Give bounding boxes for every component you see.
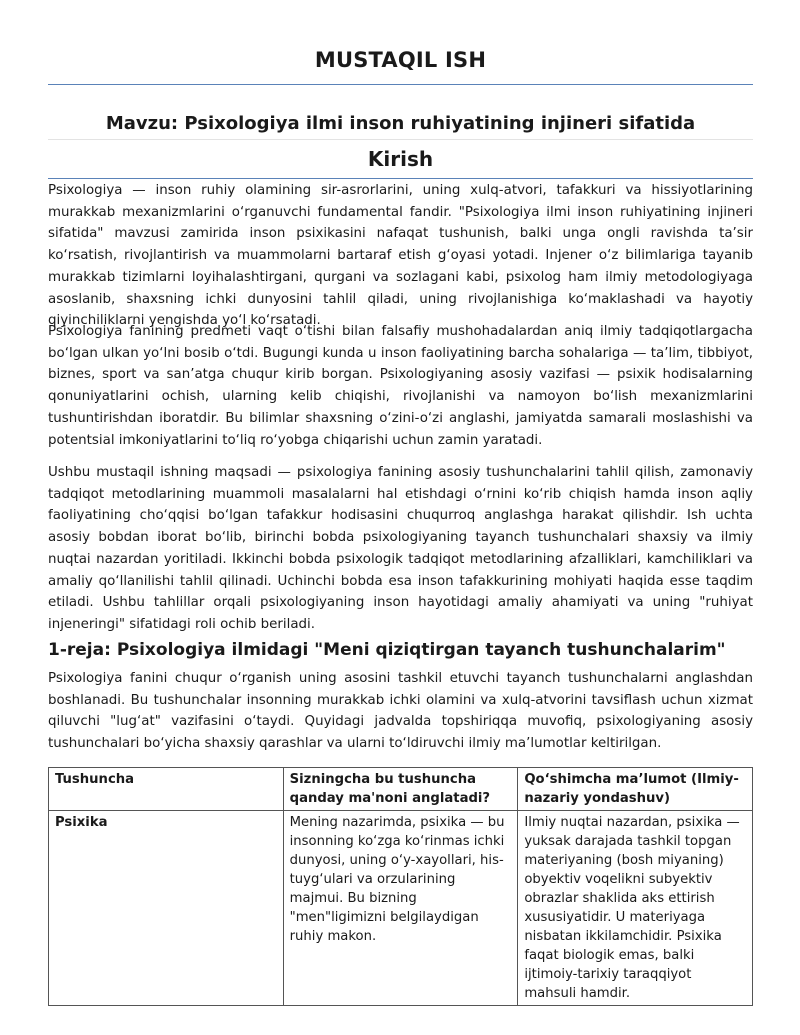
header-scientific: Qo‘shimcha ma’lumot (Ilmiy-nazariy yondashuv)	[518, 768, 753, 811]
intro-paragraph-1: Psixologiya — inson ruhiy olamining sir-asrorlarini, uning xulq-atvori, tafakkuri va hissiyotlarining murakkab mexanizmlarini o‘rganuvchi fundamental fandir. "Psixologiya ilmi inson ruhiyatining injineri sifatida" mavzusi zamirida inson psixikasini nafaqat tushunish, balki unga ongli ravishda ta’sir ko‘rsatish, rivojlantirish va muammolarni bartaraf etish g‘oyasi yotadi. Injener o‘z bilimlariga tayanib murakkab tizimlarni loyihalashtirgani, qurgani va sozlagani kabi, psixolog ham ilmiy metodologiyaga asoslanib, shaxsning ichki dunyosini tahlil qiladi, uning rivojlanishiga ko‘maklashadi va hayotiy qiyinchiliklarni yengishda yo‘l ko‘rsatadi.	[48, 183, 753, 329]
concepts-table	[48, 767, 753, 1006]
plan-paragraph: Psixologiya fanini chuqur o‘rganish uning asosini tashkil etuvchi tayanch tushunchalarni anglashdan boshlanadi. Bu tushunchalar insonning murakkab ichki olamini va xulq-atvorini tavsiflash uchun xizmat qiluvchi "lug‘at" vazifasini o‘taydi. Quyidagi jadvalda topshiriqqa muvofiq, psixologiyaning asosiy tushunchalari bo‘yicha shaxsiy qarashlar va ularni to‘ldiruvchi ilmiy ma’lumotlar keltirilgan.	[48, 671, 753, 752]
table-row	[49, 811, 753, 1006]
cell-term: Psixika	[49, 811, 284, 1006]
document-title: MUSTAQIL ISH	[314, 48, 487, 72]
header-term: Tushuncha	[49, 768, 284, 811]
intro-underline	[48, 178, 753, 179]
cell-scientific: Ilmiy nuqtai nazardan, psixika — yuksak darajada tashkil topgan materiyaning (bosh miyaning) obyektiv voqelikni subyektiv obrazlar shaklida aks ettirish xususiyatidir. U materiyaga nisbatan ikkilamchidir. Psixika faqat biologik emas, balki ijtimoiy-tarixiy taraqqiyot mahsuli hamdir.	[518, 811, 753, 1006]
table-header-row	[49, 768, 753, 811]
title-underline	[48, 84, 753, 85]
plan-heading: 1-reja: Psixologiya ilmidagi "Meni qiziqtirgan tayanch tushunchalarim"	[48, 640, 726, 660]
topic-heading: Mavzu: Psixologiya ilmi inson ruhiyatining injineri sifatida	[105, 113, 696, 134]
intro-heading: Kirish	[367, 147, 434, 171]
cell-personal: Mening nazarimda, psixika — bu insonning ko‘zga ko‘rinmas ichki dunyosi, uning o‘y-xayollari, his-tuyg‘ulari va orzularining majmui. Bu bizning "men"ligimizni belgilaydigan ruhiy makon.	[283, 811, 518, 1006]
header-personal: Sizningcha bu tushuncha qanday ma'noni anglatadi?	[283, 768, 518, 811]
intro-paragraph-3: Ushbu mustaqil ishning maqsadi — psixologiya fanining asosiy tushunchalarini tahlil qilish, zamonaviy tadqiqot metodlarining muammoli masalalarni hal etishdagi o‘rnini ko‘rib chiqish hamda inson aqliy faoliyatining cho‘qqisi bo‘lgan tafakkur hodisasini chuqurroq anglashga harakat qilishdir. Ish uchta asosiy bobdan iborat bo‘lib, birinchi bobda psixologiyaning tayanch tushunchalari shaxsiy va ilmiy nuqtai nazardan yoritiladi. Ikkinchi bobda psixologik tadqiqot metodlarining afzalliklari, kamchiliklari va amaliy qo‘llanilishi tahlil qilinadi. Uchinchi bobda esa inson tafakkurining mohiyati haqida esse taqdim etiladi. Ushbu tahlillar orqali psixologiyaning inson hayotidagi amaliy ahamiyati va uning "ruhiyat injeneringi" sifatidagi roli ochib beriladi.	[48, 465, 753, 632]
topic-divider	[48, 139, 753, 140]
intro-paragraph-2: Psixologiya fanining predmeti vaqt o‘tishi bilan falsafiy mushohadalardan aniq ilmiy tadqiqotlargacha bo‘lgan ulkan yo‘lni bosib o‘tdi. Bugungi kunda u inson faoliyatining barcha sohalariga — ta’lim, tibbiyot, biznes, sport va san’atga chuqur kirib borgan. Psixologiyaning asosiy vazifasi — psixik hodisalarning qonuniyatlarini ochish, ularning kelib chiqishi, rivojlanishi va namoyon bo‘lish mexanizmlarini tushuntirishdan iboratdir. Bu bilimlar shaxsning o‘zini-o‘zi anglashi, jamiyatda samarali moslashishi va potentsial imkoniyatlarini to‘liq ro‘yobga chiqarishi uchun zamin yaratadi.	[48, 324, 753, 448]
